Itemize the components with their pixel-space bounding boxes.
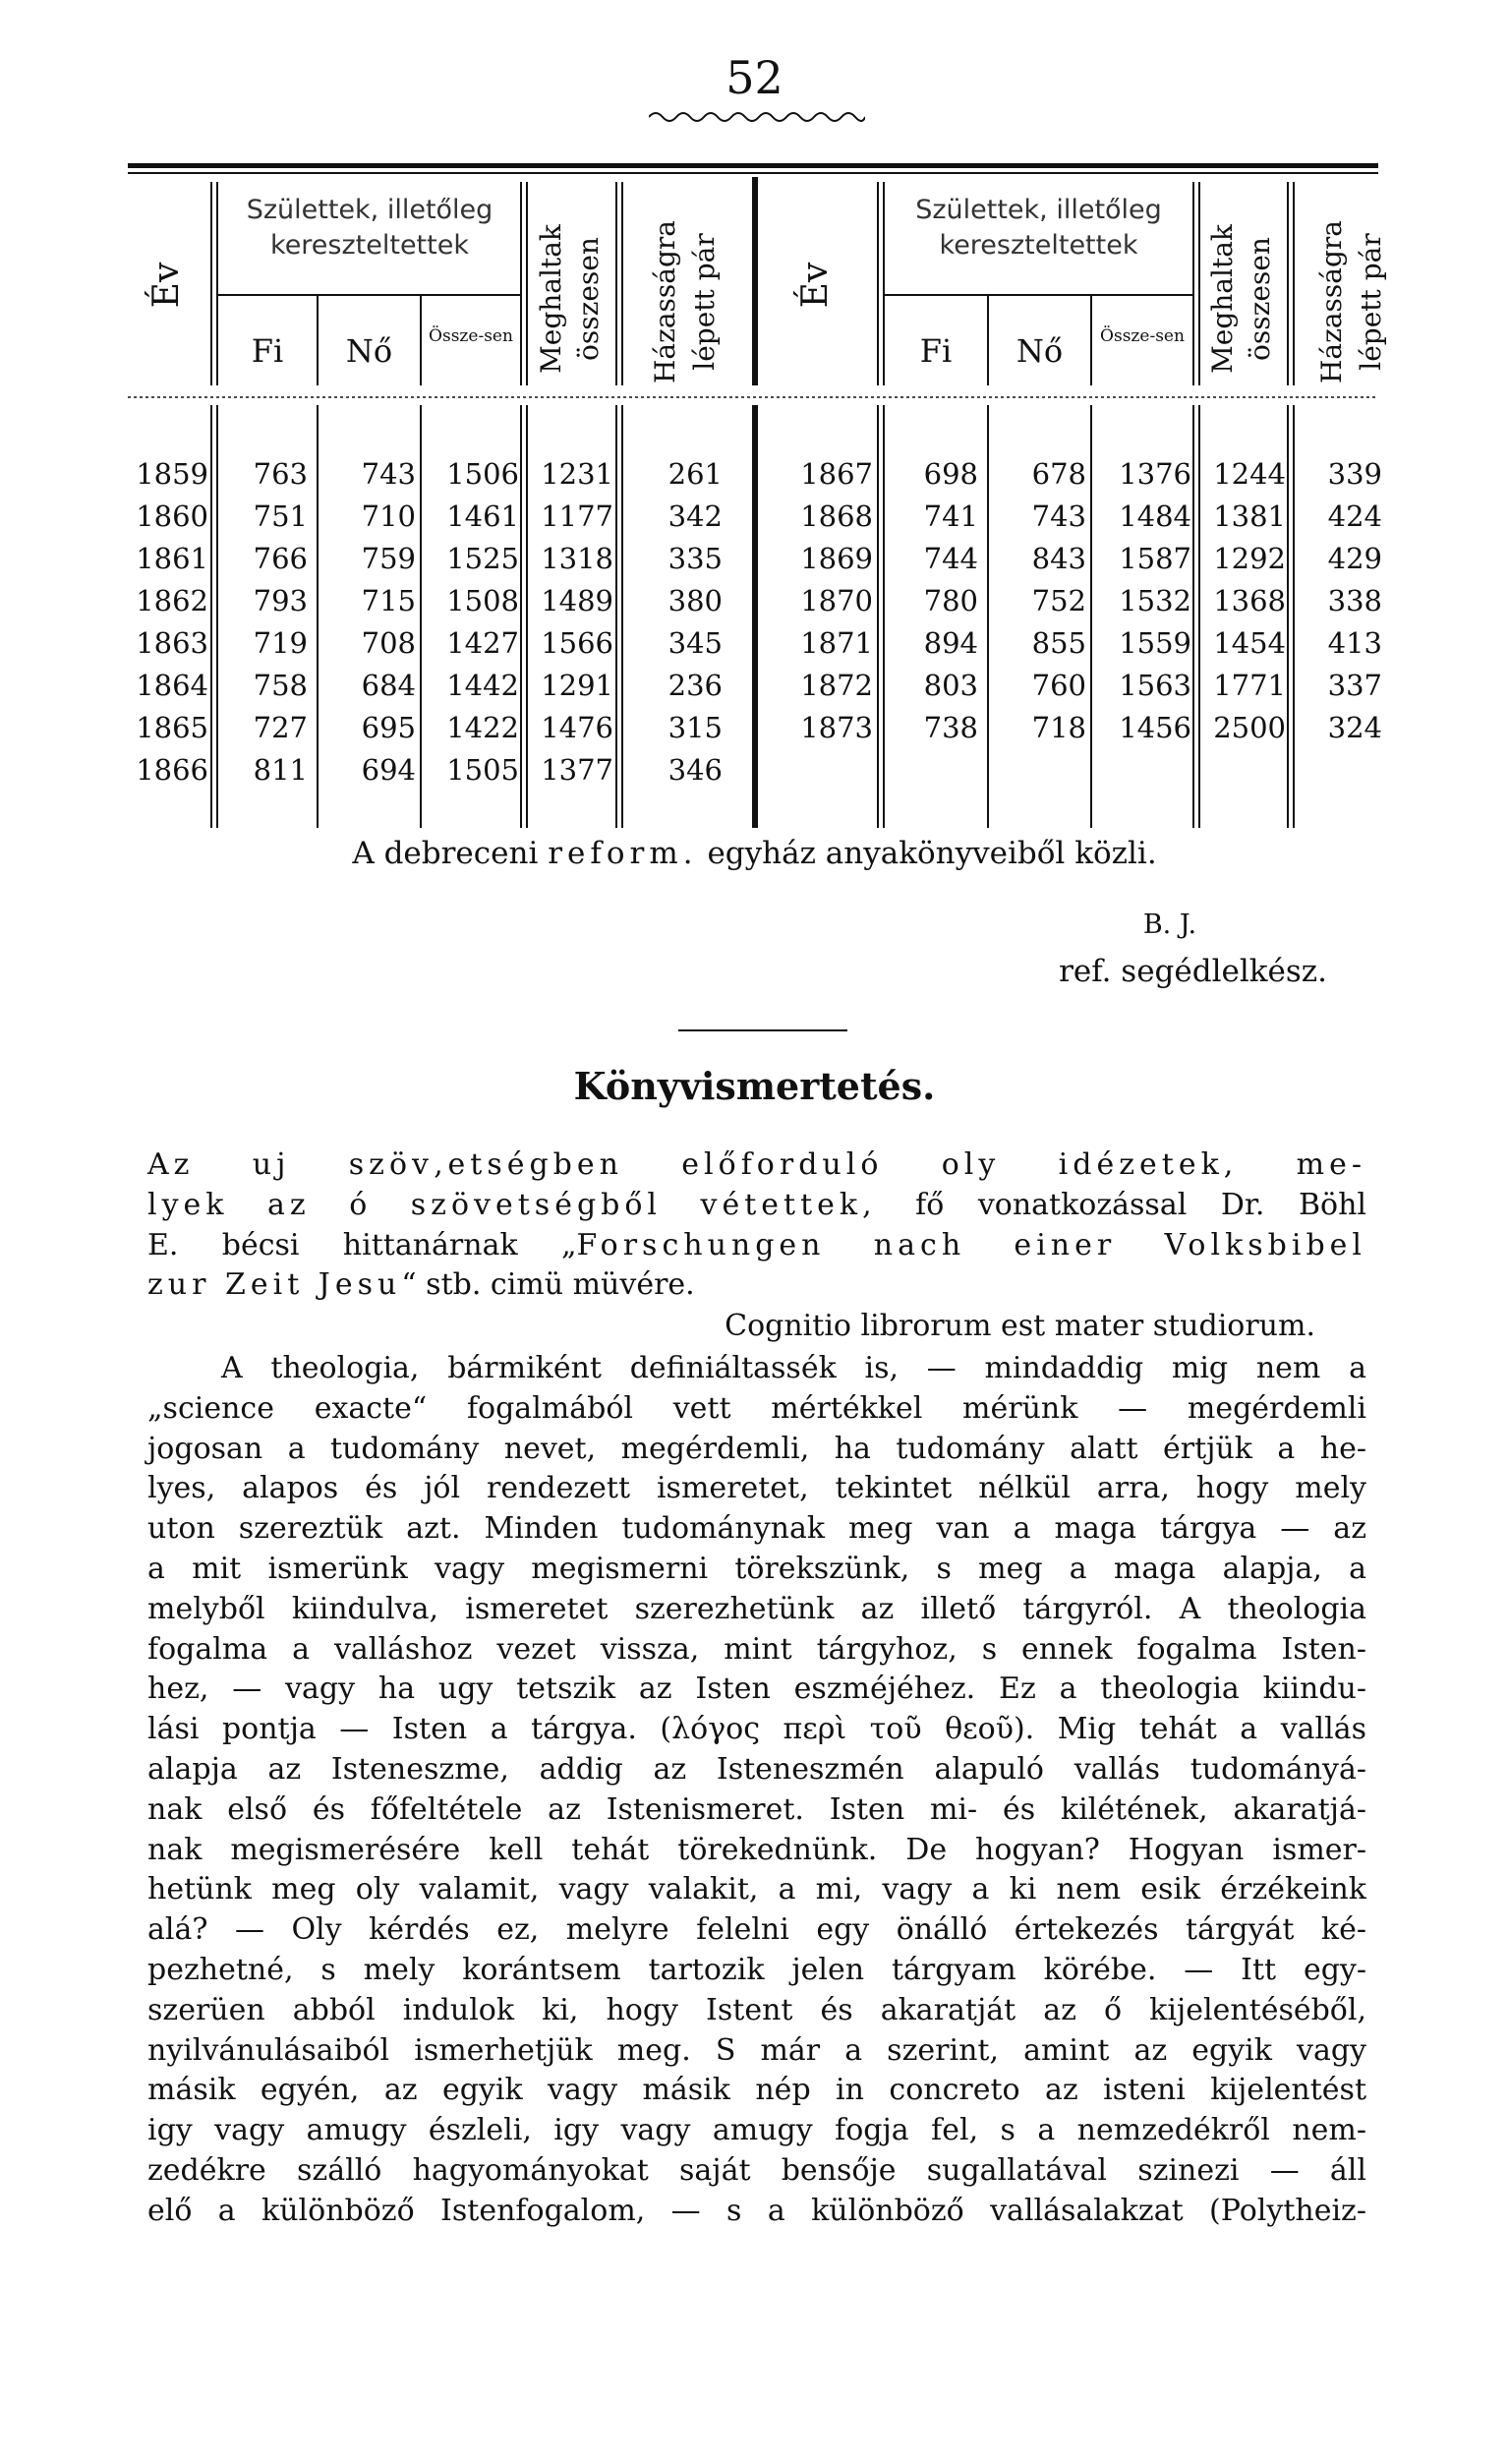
cell-year: 1864 xyxy=(136,669,208,702)
cell-died: 1566 xyxy=(541,626,613,660)
body-line: nak első és főfeltétele az Istenismeret. Isten mi- és kilétének, akaratjá- xyxy=(147,1791,1366,1827)
cell-male: 744 xyxy=(923,542,978,575)
cell-total: 1484 xyxy=(1119,499,1191,533)
cell-total: 1587 xyxy=(1119,542,1191,575)
cell-married: 315 xyxy=(667,711,723,744)
cell-total: 1376 xyxy=(1119,457,1191,491)
cell-female: 715 xyxy=(361,584,416,617)
body-line: igy vagy amugy észleli, igy vagy amugy fogja fel, s a nemzedékről nem- xyxy=(147,2113,1366,2148)
body-line: pezhetné, s mely korántsem tartozik jelen tárgyam körébe. — Itt egy- xyxy=(147,1952,1366,1987)
review-title: Könyvismertetés. xyxy=(573,1064,936,1108)
cell-year: 1861 xyxy=(136,542,208,575)
header-total-right: Össze-sen xyxy=(1100,326,1185,346)
cell-year: 1871 xyxy=(800,626,873,660)
cell-married: 324 xyxy=(1327,711,1382,744)
cell-died: 1489 xyxy=(541,584,613,617)
cell-married: 236 xyxy=(667,669,723,702)
cell-male: 698 xyxy=(923,457,978,491)
source-note-before: A debreceni xyxy=(352,836,549,871)
header-born-group-left: Születtek, illetőleg kereszteltettek xyxy=(246,195,493,261)
cell-married: 335 xyxy=(667,542,723,575)
cell-total: 1461 xyxy=(446,499,519,533)
header-year-left: Év xyxy=(146,262,187,309)
source-note xyxy=(0,836,1509,871)
cell-female: 743 xyxy=(361,457,416,491)
cell-married: 337 xyxy=(1327,669,1382,702)
section-divider xyxy=(678,1029,847,1031)
cell-male: 738 xyxy=(923,711,978,744)
body-line: a mit ismerünk vagy megismerni törekszünk, s meg a maga alapja, a xyxy=(147,1551,1366,1586)
cell-died: 1771 xyxy=(1213,669,1286,702)
header-died-left: Meghaltak összesen xyxy=(535,224,605,374)
body-line: szerüen abból indulok ki, hogy Istent és akaratját az ő kijelentéséből, xyxy=(147,1992,1366,2027)
body-line: uton szereztük azt. Minden tudománynak meg van a maga tárgya — az xyxy=(147,1511,1366,1547)
intro-line: zur Zeit Jesu“ stb. cimü müvére. xyxy=(147,1267,695,1303)
body-line: lyes, alapos és jól rendezett ismeretet, tekintet nélkül arra, hogy mely xyxy=(147,1471,1366,1506)
header-total-left: Össze-sen xyxy=(429,326,513,346)
review-motto: Cognitio librorum est mater studiorum. xyxy=(725,1309,1315,1343)
body-line: alá? — Oly kérdés ez, melyre felelni egy önálló értekezés tárgyát ké- xyxy=(147,1912,1366,1948)
intro-line: lyek az ó szövetségből vétettek, fő vonatkozással Dr. Böhl xyxy=(147,1187,1366,1222)
body-line: elő a különböző Istenfogalom, — s a különböző vallásalakzat (Polytheiz- xyxy=(147,2193,1366,2228)
cell-died: 1291 xyxy=(541,669,613,702)
cell-died: 1177 xyxy=(541,499,613,533)
cell-female: 694 xyxy=(361,753,416,787)
cell-female: 855 xyxy=(1031,626,1086,660)
cell-female: 710 xyxy=(361,499,416,533)
body-line: A theologia, bármiként definiáltassék is, — mindaddig mig nem a xyxy=(221,1351,1366,1385)
cell-male: 727 xyxy=(253,711,308,744)
review-intro xyxy=(147,1145,1366,1306)
cell-married: 413 xyxy=(1327,626,1382,660)
cell-married: 338 xyxy=(1327,584,1382,617)
signature-title: ref. segédlelkész. xyxy=(1059,954,1327,989)
cell-died: 2500 xyxy=(1213,711,1286,744)
cell-male: 803 xyxy=(923,669,978,702)
cell-total: 1532 xyxy=(1119,584,1191,617)
cell-male: 793 xyxy=(253,584,308,617)
header-female-right: Nő xyxy=(1016,332,1064,370)
header-born-group-right: Születtek, illetőleg kereszteltettek xyxy=(915,195,1162,261)
cell-male: 751 xyxy=(253,499,308,533)
header-male-right: Fi xyxy=(919,332,953,370)
cell-married: 261 xyxy=(667,457,723,491)
source-note-spaced: reform. xyxy=(548,836,698,871)
cell-male: 758 xyxy=(253,669,308,702)
cell-year: 1868 xyxy=(800,499,873,533)
body-line: hez, — vagy ha ugy tetszik az Isten eszméjéhez. Ez a theologia kiindu- xyxy=(147,1672,1366,1707)
source-note-after: egyház anyakönyveiből közli. xyxy=(697,836,1157,871)
cell-female: 759 xyxy=(361,542,416,575)
signature-initials: B. J. xyxy=(1142,909,1197,940)
cell-total: 1505 xyxy=(446,753,519,787)
body-line: jogosan a tudomány nevet, megérdemli, ha tudomány alatt értjük a he- xyxy=(147,1431,1366,1466)
cell-year: 1873 xyxy=(800,711,873,744)
cell-married: 346 xyxy=(667,753,723,787)
cell-married: 342 xyxy=(667,499,723,533)
cell-died: 1454 xyxy=(1213,626,1286,660)
header-married-right: Házasságra lépett pár xyxy=(1315,220,1387,383)
cell-died: 1292 xyxy=(1213,542,1286,575)
cell-died: 1476 xyxy=(541,711,613,744)
cell-year: 1863 xyxy=(136,626,208,660)
cell-male: 811 xyxy=(253,753,308,787)
cell-total: 1508 xyxy=(446,584,519,617)
cell-year: 1859 xyxy=(136,457,208,491)
cell-year: 1869 xyxy=(800,542,873,575)
cell-year: 1872 xyxy=(800,669,873,702)
cell-year: 1865 xyxy=(136,711,208,744)
cell-male: 719 xyxy=(253,626,308,660)
cell-married: 380 xyxy=(667,584,723,617)
cell-year: 1860 xyxy=(136,499,208,533)
body-line: nak megismerésére kell tehát törekednünk. De hogyan? Hogyan ismer- xyxy=(147,1832,1366,1867)
cell-female: 743 xyxy=(1031,499,1086,533)
cell-male: 763 xyxy=(253,457,308,491)
cell-died: 1231 xyxy=(541,457,613,491)
body-line: nyilvánulásaiból ismerhetjük meg. S már a szerint, amint az egyik vagy xyxy=(147,2032,1366,2068)
body-line: fogalma a valláshoz vezet vissza, mint tárgyhoz, s ennek fogalma Isten- xyxy=(147,1631,1366,1667)
cell-married: 339 xyxy=(1327,457,1382,491)
cell-male: 894 xyxy=(923,626,978,660)
cell-died: 1377 xyxy=(541,753,613,787)
cell-total: 1563 xyxy=(1119,669,1191,702)
cell-year: 1866 xyxy=(136,753,208,787)
header-married-left: Házasságra lépett pár xyxy=(649,220,721,383)
body-line: melyből kiindulva, ismeretet szerezhetünk az illető tárgyról. A theologia xyxy=(147,1591,1366,1626)
cell-died: 1244 xyxy=(1213,457,1286,491)
cell-female: 695 xyxy=(361,711,416,744)
body-line: lási pontja — Isten a tárgya. (λόγος περὶ τοῦ θεοῦ). Mig tehát a vallás xyxy=(147,1712,1366,1747)
cell-total: 1525 xyxy=(446,542,519,575)
cell-female: 843 xyxy=(1031,542,1086,575)
cell-total: 1442 xyxy=(446,669,519,702)
cell-died: 1381 xyxy=(1213,499,1286,533)
cell-total: 1506 xyxy=(446,457,519,491)
cell-female: 718 xyxy=(1031,711,1086,744)
body-line: zedékre szálló hagyományokat saját bensője sugallatával szinezi — áll xyxy=(147,2152,1366,2188)
body-line: „science exacte“ fogalmából vett mértékkel mérünk — megérdemli xyxy=(147,1390,1366,1426)
header-died-right: Meghaltak összesen xyxy=(1206,224,1276,374)
review-body xyxy=(147,1349,1366,2232)
body-line: alapja az Isteneszme, addig az Isteneszmén alapuló vallás tudományá- xyxy=(147,1751,1366,1787)
header-female-left: Nő xyxy=(345,332,393,370)
cell-female: 678 xyxy=(1031,457,1086,491)
cell-male: 741 xyxy=(923,499,978,533)
cell-female: 752 xyxy=(1031,584,1086,617)
cell-female: 684 xyxy=(361,669,416,702)
cell-female: 760 xyxy=(1031,669,1086,702)
cell-male: 780 xyxy=(923,584,978,617)
cell-year: 1862 xyxy=(136,584,208,617)
intro-line: Az uj szöv‚etségben előforduló oly idézetek, me- xyxy=(147,1147,1366,1182)
intro-line: E. bécsi hittanárnak „Forschungen nach einer Volksbibel xyxy=(147,1227,1366,1262)
page-number: 52 xyxy=(725,51,784,104)
header-male-left: Fi xyxy=(251,332,284,370)
cell-died: 1318 xyxy=(541,542,613,575)
cell-married: 429 xyxy=(1327,542,1382,575)
cell-married: 424 xyxy=(1327,499,1382,533)
cell-female: 708 xyxy=(361,626,416,660)
cell-year: 1867 xyxy=(800,457,873,491)
cell-total: 1427 xyxy=(446,626,519,660)
cell-total: 1456 xyxy=(1119,711,1191,744)
cell-total: 1422 xyxy=(446,711,519,744)
cell-year: 1870 xyxy=(800,584,873,617)
cell-male: 766 xyxy=(253,542,308,575)
cell-married: 345 xyxy=(667,626,723,660)
cell-total: 1559 xyxy=(1119,626,1191,660)
cell-died: 1368 xyxy=(1213,584,1286,617)
header-year-right: Év xyxy=(795,262,836,309)
body-line: hetünk meg oly valamit, vagy valakit, a mi, vagy a ki nem esik érzékeink xyxy=(147,1872,1366,1907)
body-line: másik egyén, az egyik vagy másik nép in concreto az isteni kijelentést xyxy=(147,2073,1366,2108)
